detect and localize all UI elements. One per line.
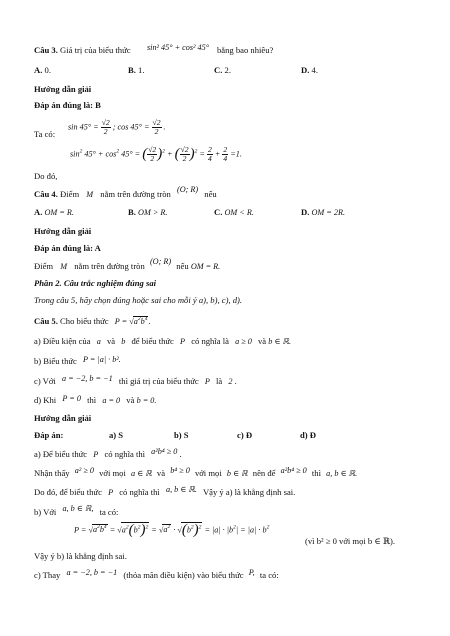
q4-stem: Câu 4. Điểm M nằm trên đường tròn (O; R) nếu xyxy=(34,185,217,199)
q4-option-b[interactable]: B. OM > R. xyxy=(128,207,168,217)
q3-guide-title: Hướng dẫn giải xyxy=(34,84,92,94)
q3-do-do: Do đó, xyxy=(34,171,58,181)
q5-sol-b-end: Vậy ý b) là khẳng định sai. xyxy=(34,551,127,561)
q4-answer: Đáp án đúng là: A xyxy=(34,243,101,253)
q4-option-a[interactable]: A. OM = R. xyxy=(34,207,74,217)
q5-sol-b-equation: $P = √a^2b^4 = √a^2(b^2)^2 = √a^2 \cdot √(b^2)^2 = |a| \cdot |b^2| = |a| \cdot b^2$ xyxy=(74,522,270,538)
q4-option-c[interactable]: C. OM < R. xyxy=(214,207,254,217)
q3-text: Giá trị của biểu thức xyxy=(60,45,131,55)
q3-title: Câu 3. xyxy=(34,45,58,55)
q3-option-a[interactable]: A. 0. xyxy=(34,65,51,75)
q5-sol-b-note: (vì b² ≥ 0 với mọi b ∈ ℝ). xyxy=(305,536,396,546)
q4-guide-title: Hướng dẫn giải xyxy=(34,226,92,236)
q3-expr: sin² 45° + cos² 45° xyxy=(147,43,210,52)
q4-option-d[interactable]: D. OM = 2R. xyxy=(301,207,346,217)
q3-answer: Đáp án đúng là: B xyxy=(34,100,101,110)
q3-option-c[interactable]: C. 2. xyxy=(214,65,231,75)
q5-sol-c: c) Thay a = −2, b = −1 (thỏa mãn điều kiện) vào biểu thức P, ta có: xyxy=(34,568,279,580)
q5-item-b: b) Biểu thức P = |a| · b². xyxy=(34,355,121,366)
q4-solution: Điểm M nằm trên đường tròn (O; R) nếu OM = R. xyxy=(34,257,221,271)
q3-option-b[interactable]: B. 1. xyxy=(128,65,145,75)
q5-item-a: a) Điều kiện của a và b để biểu thức P có nghĩa là a ≥ 0 và b ∈ ℝ. xyxy=(34,336,292,346)
q5-do-do: Do đó, để biểu thức P có nghĩa thì a, b ∈ ℝ. Vậy ý a) là khẳng định sai. xyxy=(34,485,296,497)
q5-guide-title: Hướng dẫn giải xyxy=(34,413,92,423)
q3-suffix: bằng bao nhiêu? xyxy=(217,45,274,55)
q3-option-d[interactable]: D. 4. xyxy=(301,65,318,75)
q3-line1: sin 45° = $\frac{√2}{2}$ ; cos 45° = $\frac{√2}{2}$ . xyxy=(68,118,166,136)
q5-stem: Câu 5. Cho biểu thức $P = √a^2b^4$. xyxy=(34,316,151,326)
q5-item-c: c) Với a = −2, b = −1 thì giá trị của biểu thức P là 2 . xyxy=(34,374,237,386)
q3-line2: $\sin^2 45^\circ + \cos^2 45^\circ$ = ( $\frac{√2}{2}$ )$^2$ + ( $\frac{√2}{2}$ )$^2$ = $\frac{2}{4}$ + $\frac{2}{4}$ =1. xyxy=(70,145,242,163)
q5-sol-a: a) Để biểu thức P có nghĩa thì a²b⁴ ≥ 0 . xyxy=(34,447,182,459)
part2-title: Phần 2. Câu trắc nghiệm đúng sai xyxy=(34,278,157,288)
q3-stem xyxy=(34,43,274,55)
q5-nhan-thay: Nhận thấy a² ≥ 0 với mọi a ∈ ℝ và b⁴ ≥ 0 với mọi b ∈ ℝ nên để a²b⁴ ≥ 0 thì a, b ∈ ℝ. xyxy=(34,466,358,478)
q5-sol-b: b) Với a, b ∈ ℝ, ta có: xyxy=(34,504,119,517)
q3-ta-co: Ta có: xyxy=(34,129,56,139)
q5-item-d: d) Khi P = 0 thì a = 0 và b = 0. xyxy=(34,394,157,405)
part2-instruction: Trong câu 5, hãy chọn đúng hoặc sai cho mỗi ý a), b), c), d). xyxy=(34,295,243,305)
